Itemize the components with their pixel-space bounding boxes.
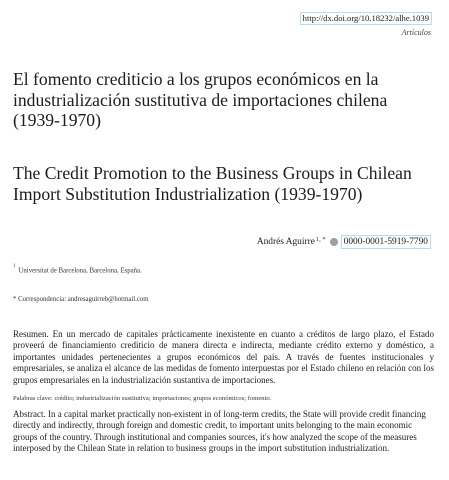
title-spanish: El fomento crediticio a los grupos económicos en la industrialización sustitutiva de importaciones chilena (1939-1970) — [13, 69, 388, 130]
affiliation-mark: 1 — [13, 264, 16, 269]
author-marks: 1, * — [315, 235, 326, 243]
affiliation — [13, 266, 142, 274]
correspondence: * Correspondencia: andresaguirreb@hotmail.com — [13, 296, 149, 303]
title-english: The Credit Promotion to the Business Groups in Chilean Import Substitution Industrialization (1939-1970) — [13, 163, 412, 204]
doi-link[interactable]: http://dx.doi.org/10.18232/alhe.1039 — [300, 12, 432, 25]
abstract-english: Abstract. In a capital market practically non-existent in of long-term credits, the State will provide credit financing directly and indirectly, through foreign and domestic credit, to important units belonging to the main economic groups of the country. Through institutional and companies sources, it's how analyzed the scope of the measures interposed by the Chilean State in relation to business groups in the import substitution industrialization. — [13, 409, 426, 454]
keywords-spanish: Palabras clave: crédito; industrialización sustitutiva; importaciones; grupos económicos; fomento. — [13, 395, 272, 402]
orcid-icon[interactable] — [330, 238, 338, 246]
affiliation-text: Universitat de Barcelona, Barcelona, España. — [18, 267, 142, 275]
author-name: Andrés Aguirre — [256, 237, 315, 247]
section-label: Artículos — [401, 28, 431, 37]
abstract-spanish: Resumen. En un mercado de capitales prácticamente inexistente en cuanto a créditos de largo plazo, el Estado proveerá de financiamiento crediticio de manera directa e indirecta, mediante crédito externo y doméstico, a importantes unidades pertenecientes a grupos económicos del país. A través de fuentes institucionales y empresariales, se analiza el alcance de las medidas de fomento interpuestas por el Estado chileno en relación con los grupos empresariales en la industrialización sustantiva de importaciones. — [13, 329, 434, 385]
author-line — [257, 235, 431, 249]
orcid-link[interactable]: 0000-0001-5919-7790 — [341, 235, 431, 249]
